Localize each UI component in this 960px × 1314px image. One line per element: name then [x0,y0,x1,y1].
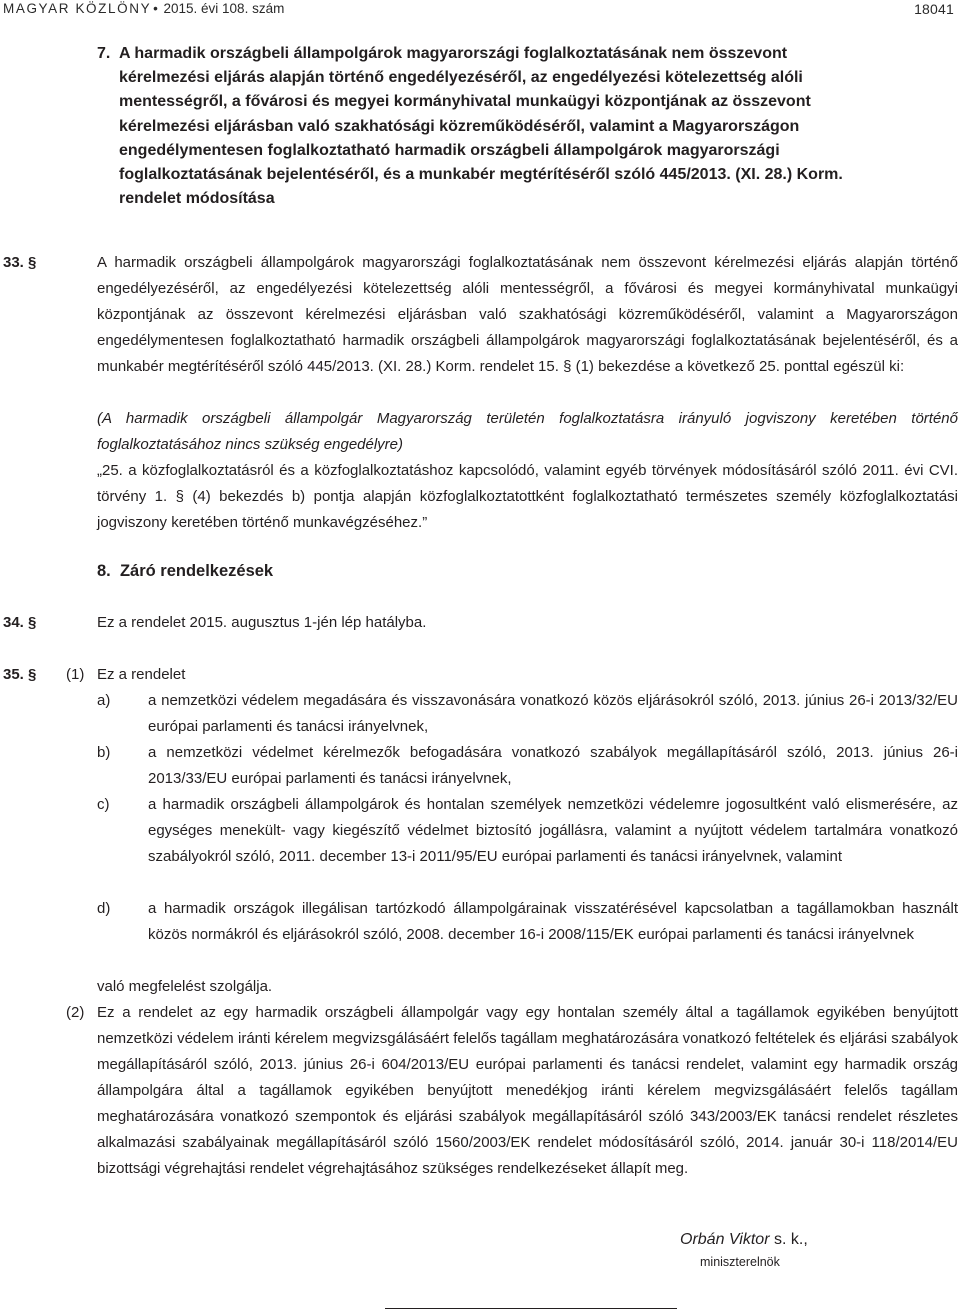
footer-divider [385,1308,677,1309]
subsection-1-closing: való megfelelést szolgálja. [97,978,273,995]
publication-name: MAGYAR KÖZLÖNY [3,1,152,16]
chapter-number: 8. [97,562,111,580]
paragraph-34-text: Ez a rendelet 2015. augusztus 1-jén lép hatályba. [97,614,427,631]
subsection-1-label: (1) [66,666,85,683]
list-item-text: a harmadik országok illegálisan tartózkodó állampolgárainak visszatérésével kapcsolatban a tagállamokban használt közös normákról és eljárásokról szóló, 2008. december 16-i 2008/115/EK európai parlamenti és tanácsi irányelvnek [148,900,958,943]
paragraph-35-number: 35. § [3,666,37,683]
section-title-number: 7. [97,45,111,62]
running-header [0,0,960,20]
subsection-2-text: Ez a rendelet az egy harmadik országbeli állampolgár vagy egy hontalan személy által a tagállamok egyikében benyújtott nemzetközi védelem iránti kérelem megvizsgálásáért felelős tagállam meghatározására vonatkozó feltételek és eljárási szabályok megállapításáról szóló, 2013. június 26-i 604/2013/EU európai parlamenti és tanácsi rendelet, valamint egy harmadik ország állampolgára által a tagállamok egyikében benyújtott menedékjog iránti kérelem megvizsgálásáért felelős tagállam meghatározására vonatkozó szempontok és eljárási szabályok megállapításáról szóló 343/2003/EK tanácsi rendelet részletes alkalmazási szabályainak megállapításáról szóló 1560/2003/EK rendelet módosításáról szóló, 2014. január 30-i 118/2014/EU bizottsági végrehajtási rendelet végrehajtásához szükséges rendelkezéseket állapít meg. [97,1004,958,1177]
paragraph-33-quoted-point: „25. a közfoglalkoztatásról és a közfoglalkoztatáshoz kapcsolódó, valamint egyéb törvények módosításáról szóló 2011. évi CVI. törvény 1. § (4) bekezdés b) pontja alapján közfoglalkoztatottként foglalkoztatható természetes személy közfoglalkoztatási jogviszony keretében történő munkavégzéséhez.” [97,462,958,531]
signer-role: miniszterelnök [700,1255,780,1269]
paragraph-33-italic-context: (A harmadik országbeli állampolgár Magyarország területén foglalkoztatásra irányuló jogviszony keretében történő foglalkoztatásához nincs szükség engedélyre) [97,410,958,453]
list-item-label: d) [97,900,111,917]
list-item-label: a) [97,692,111,709]
header-separator: • [153,1,160,16]
issue-number: 2015. évi 108. szám [163,1,285,16]
signature [680,1229,808,1251]
chapter-title: Záró rendelkezések [119,562,274,580]
section-title-text: A harmadik országbeli állampolgárok magyarországi foglalkoztatásának nem összevont kérelmezési eljárás alapján történő engedélyezéséről, az engedélyezési kötelezettség alóli mentességről, a fővárosi és megyei kormányhivatal munkaügyi központjának az összevont kérelmezési eljárásban való szakhatósági közreműködéséről, valamint a Magyarországon engedélymentesen foglalkoztatható harmadik országbeli állampolgárok magyarországi foglalkoztatásának bejelentéséről, és a munkabér megtérítéséről szóló 445/2013. (XI. 28.) Korm. rendelet módosítása [119,45,843,208]
section-title [97,42,867,211]
list-item-text: a nemzetközi védelem megadására és visszavonására vonatkozó közös eljárásokról szóló, 2013. június 26-i 2013/32/EU európai parlamenti és tanácsi irányelvnek, [148,692,958,735]
list-item-text: a nemzetközi védelmet kérelmezők befogadására vonatkozó szabályok megállapításáról szóló, 2013. június 26-i 2013/33/EU európai parlamenti és tanácsi irányelvnek, [148,744,958,787]
list-item-text: a harmadik országbeli állampolgárok és hontalan személyek nemzetközi védelemre jogosultként való elismerésére, az egységes menekült- vagy kiegészítő védelmet biztosító jogállásra, valamint a nyújtott védelem tartalmára vonatkozó szabályokról szóló, 2011. december 13-i 2011/95/EU európai parlamenti és tanácsi irányelvnek, valamint [148,796,958,865]
list-item-label: c) [97,796,110,813]
signer-name: Orbán Viktor [680,1231,770,1248]
subsection-1-intro: Ez a rendelet [97,666,186,683]
paragraph-33-text: A harmadik országbeli állampolgárok magyarországi foglalkoztatásának nem összevont kérelmezési eljárás alapján történő engedélyezéséről, az engedélyezési kötelezettség alóli mentességről, a fővárosi és megyei kormányhivatal munkaügyi központjának az összevont kérelmezési eljárásban való szakhatósági közreműködéséről, valamint a Magyarországon engedélymentesen foglalkoztatható harmadik országbeli állampolgárok magyarországi foglalkoztatásának bejelentéséről, és a munkabér megtérítéséről szóló 445/2013. (XI. 28.) Korm. rendelet 15. § (1) bekezdése a következő 25. ponttal egészül ki: [97,254,958,375]
chapter-heading [97,558,273,584]
subsection-2-label: (2) [66,1004,85,1021]
paragraph-33-number: 33. § [3,254,37,271]
signer-suffix: s. k., [769,1231,808,1248]
list-item-label: b) [97,744,111,761]
publication-header [3,0,284,18]
page-number: 18041 [914,1,954,17]
paragraph-34-number: 34. § [3,614,37,631]
